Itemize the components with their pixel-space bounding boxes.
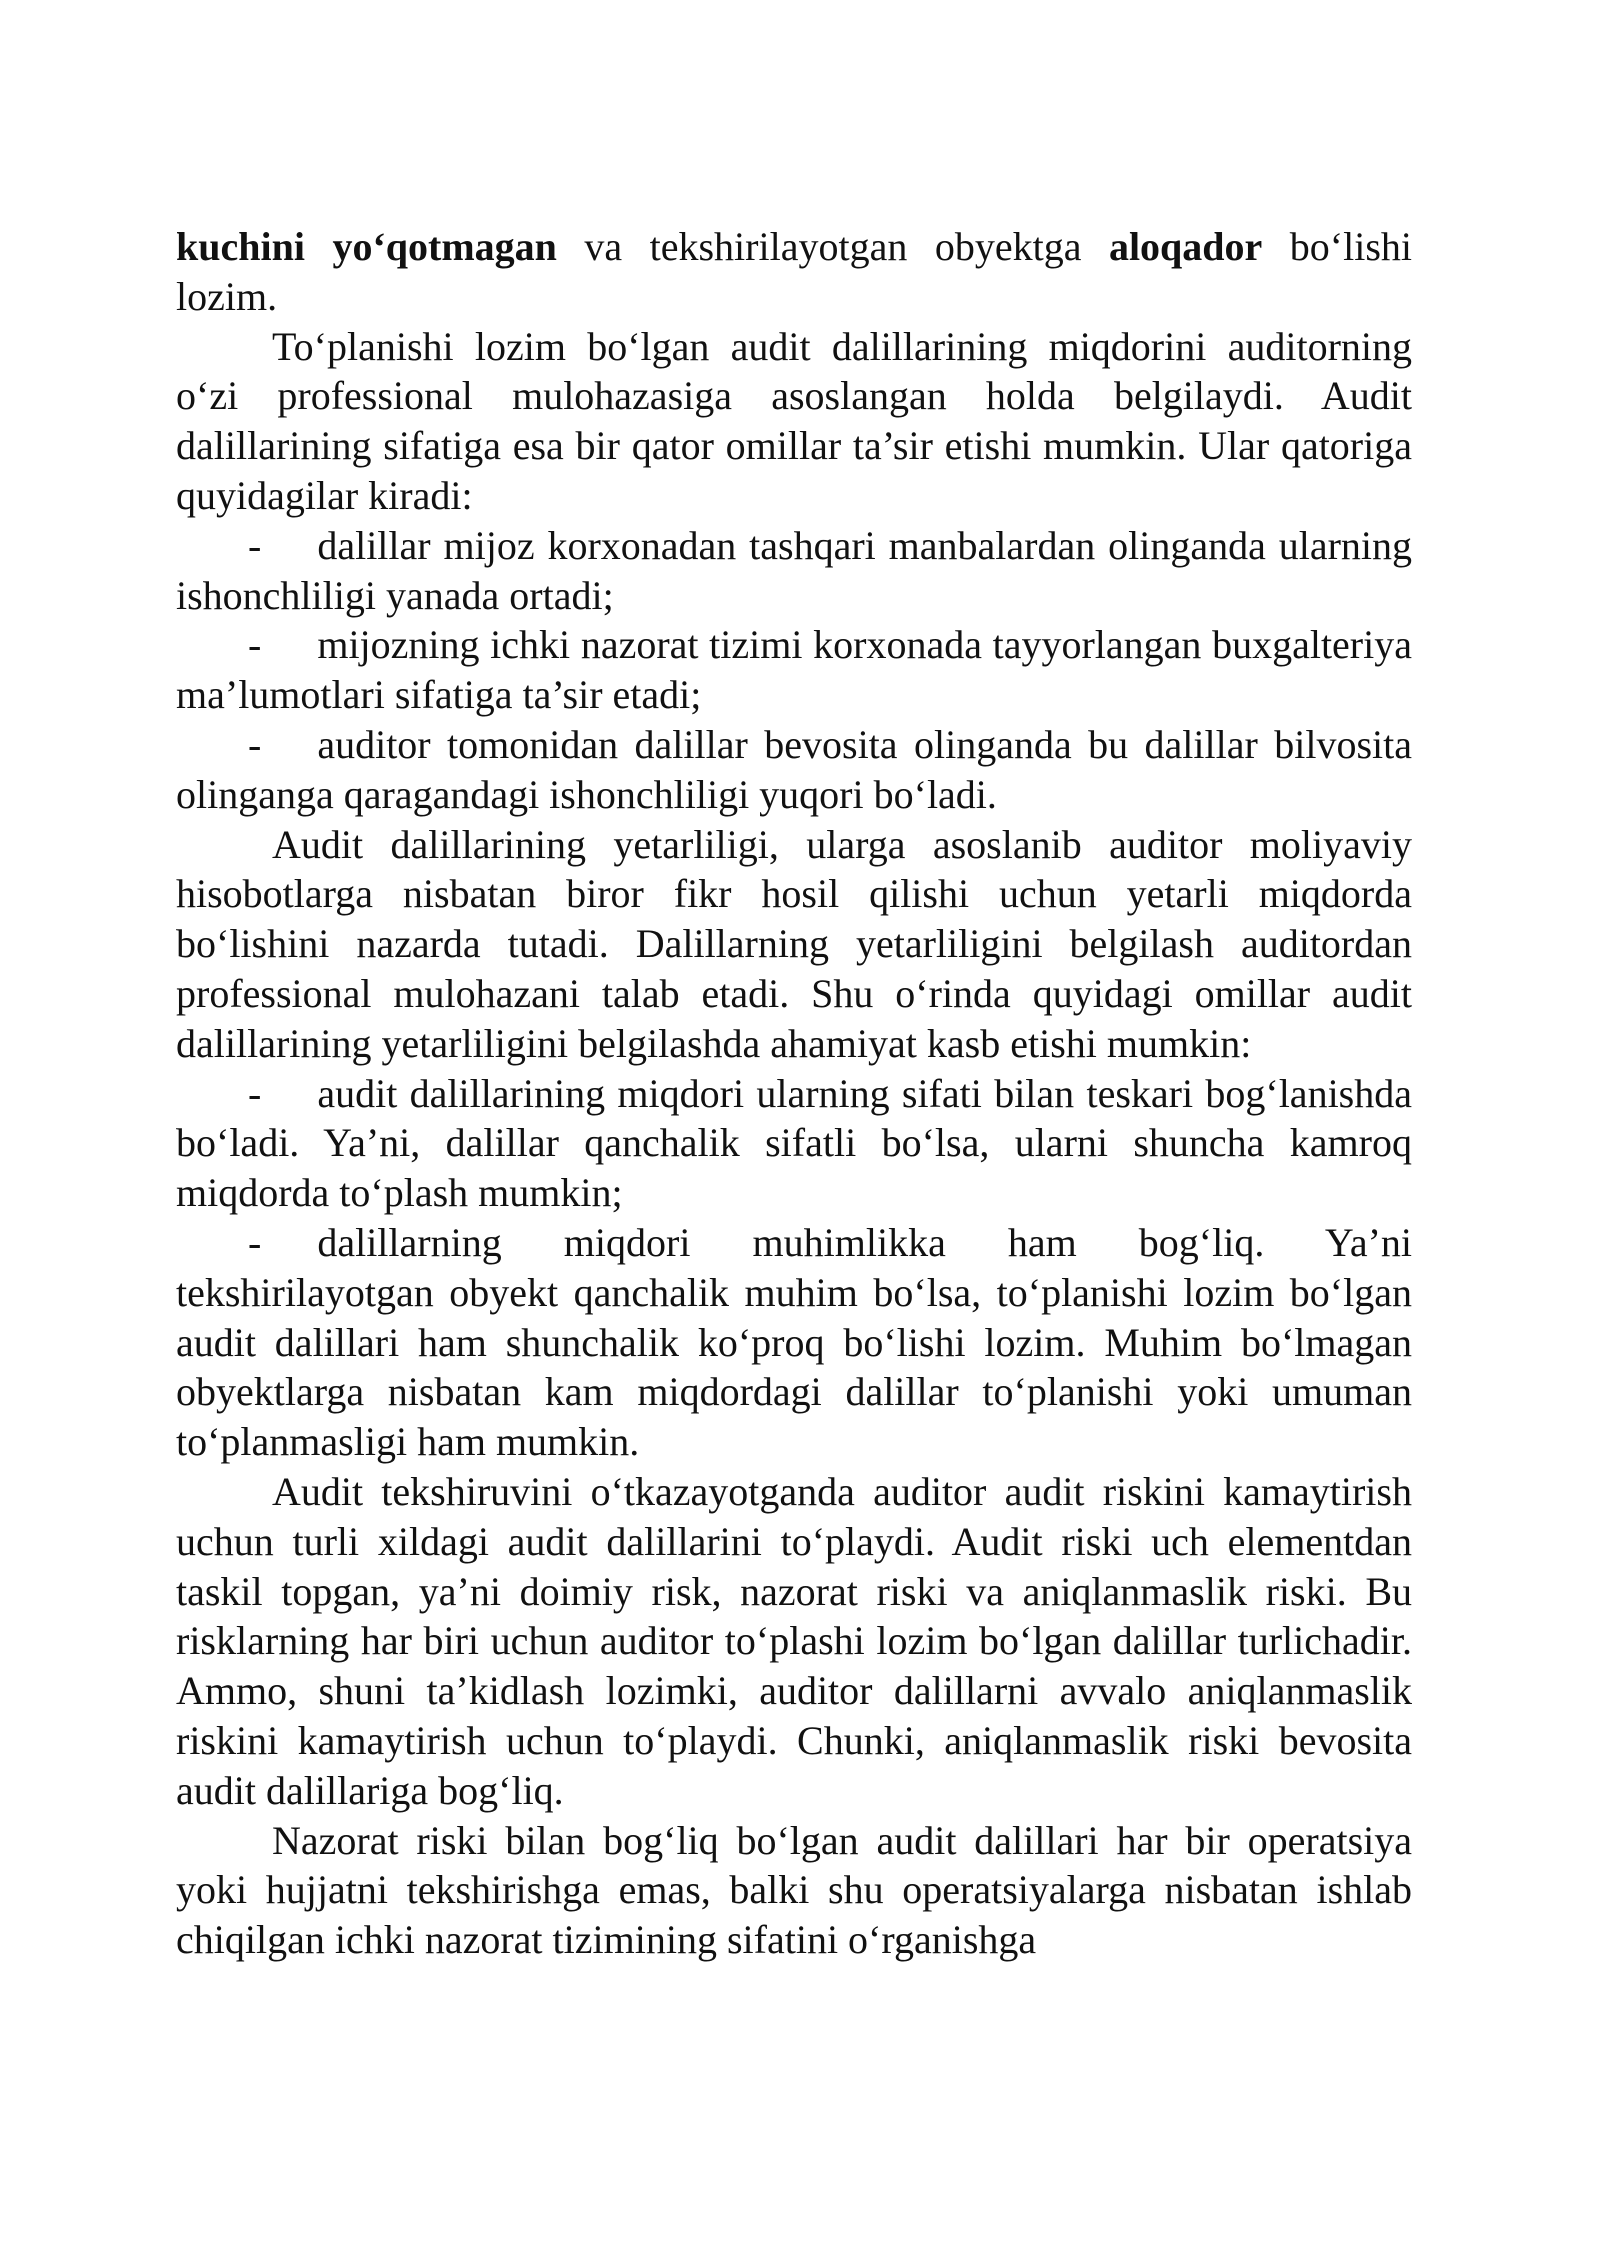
dash-bullet: - [248,1219,262,1265]
dash-bullet: - [248,721,262,767]
paragraph: Audit tekshiruvini o‘tkazayotganda auditor audit riskini kamaytirish uchun turli xildagi audit dalillarini to‘playdi. Audit riski uch elementdan taskil topgan, ya’ni doimiy risk, nazorat riski va aniqlanmaslik riski. Bu risklarning har biri uchun auditor to‘plashi lozim bo‘lgan dalillar turlichadir. Ammo, shuni ta’kidlash lozimki, auditor dalillarni avvalo aniqlanmaslik riskini kamaytirish uchun to‘playdi. Chunki, aniqlanmaslik riski bevosita audit dalillariga bog‘liq. [176,1468,1412,1813]
dash-bullet: - [248,622,262,668]
list-item [176,720,1412,820]
list-item-text: dalillar mijoz korxonadan tashqari manbalardan olinganda ularning ishonchliligi yanada ortadi; [176,522,1412,618]
dash-bullet: - [248,522,262,568]
dash-bullet: - [248,1070,262,1116]
list-item-text: dalillarning miqdori muhimlikka ham bog‘liq. Ya’ni tekshirilayotgan obyekt qanchalik muhim bo‘lsa, to‘planishi lozim bo‘lgan audit dalillari ham shunchalik ko‘proq bo‘lishi lozim. Muhim bo‘lmagan obyektlarga nisbatan kam miqdordagi dalillar to‘planishi yoki umuman to‘planmasligi ham mumkin. [176,1219,1412,1465]
bold-phrase: kuchini yo‘qotmagan [176,224,557,269]
paragraph: Audit dalillarining yetarliligi, ularga asoslanib auditor moliyaviy hisobotlarga nisbatan biror fikr hosil qilishi uchun yetarli miqdorda bo‘lishini nazarda tutadi. Dalillarning yetarliligini belgilash auditordan professional mulohazani talab etadi. Shu o‘rinda quyidagi omillar audit dalillarining yetarliligini belgilashda ahamiyat kasb etishi mumkin: [176,821,1412,1066]
list-item [176,521,1412,621]
paragraph-text: va tekshirilayotgan obyektga [556,224,1109,269]
list-item [176,1218,1412,1467]
paragraph: To‘planishi lozim bo‘lgan audit dalillarining miqdorini auditorning o‘zi professional mulohazasiga asoslangan holda belgilaydi. Audit dalillarining sifatiga esa bir qator omillar ta’sir etishi mumkin. Ular qatoriga quyidagilar kiradi: [176,323,1412,518]
paragraph-text: bo‘lishi lozim. [176,224,1413,319]
bold-phrase: aloqador [1108,224,1263,269]
list-item [176,1069,1412,1218]
document-page [176,222,1412,1965]
paragraph-continuation [176,222,1412,322]
paragraph: Nazorat riski bilan bog‘liq bo‘lgan audit dalillari har bir operatsiya yoki hujjatni tekshirishga emas, balki shu operatsiyalarga nisbatan ishlab chiqilgan ichki nazorat tizimining sifatini o‘rganishga [176,1817,1412,1963]
list-item-text: audit dalillarining miqdori ularning sifati bilan teskari bog‘lanishda bo‘ladi. Ya’ni, dalillar qanchalik sifatli bo‘lsa, ularni shuncha kamroq miqdorda to‘plash mumkin; [176,1070,1412,1216]
list-item-text: auditor tomonidan dalillar bevosita olinganda bu dalillar bilvosita olinganga qaragandagi ishonchliligi yuqori bo‘ladi. [176,721,1412,817]
list-item [176,620,1412,720]
list-item-text: mijozning ichki nazorat tizimi korxonada tayyorlangan buxgalteriya ma’lumotlari sifatiga ta’sir etadi; [176,622,1412,718]
